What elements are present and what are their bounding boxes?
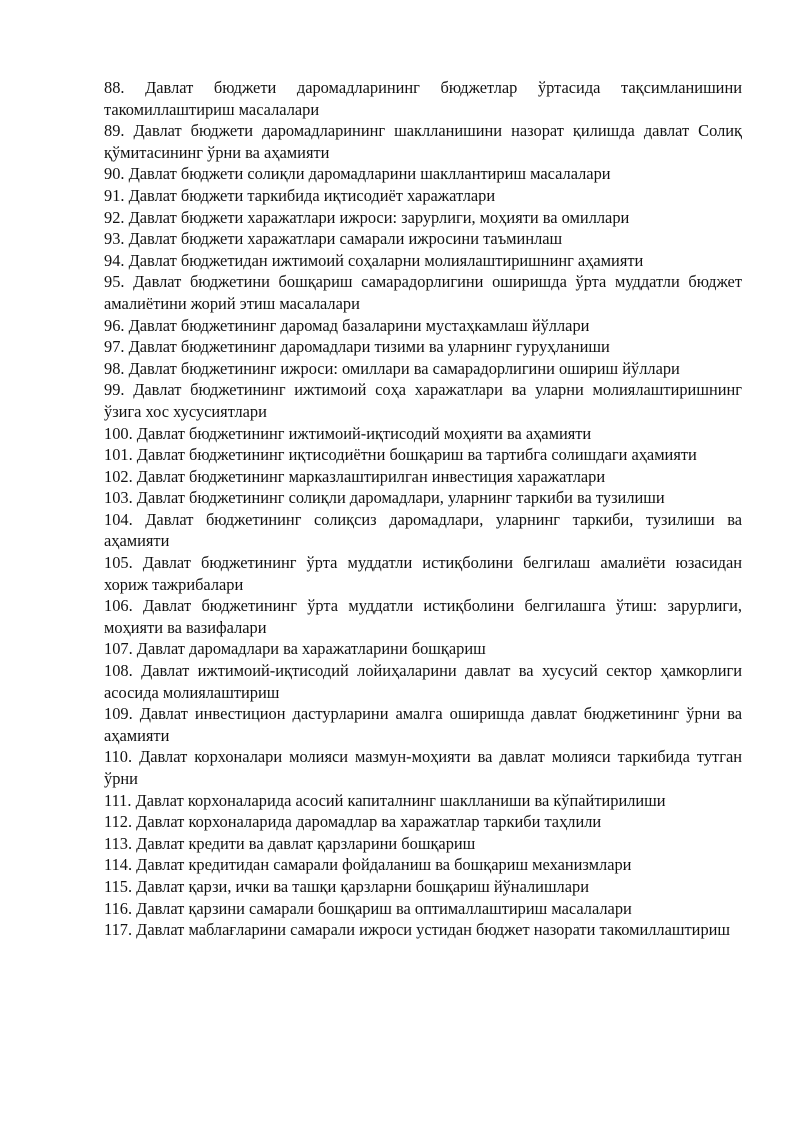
list-item: 113. Давлат кредити ва давлат қарзларини бошқариш [104, 833, 476, 853]
list-item: 102. Давлат бюджетининг марказлаштирилган инвестиция харажатлари [104, 466, 606, 486]
list-item: 108. Давлат ижтимоий-иқтисодий лойиҳаларини давлат ва хусусий сектор ҳамкорлиги асосида молиялаштириш [104, 661, 742, 702]
list-item: 117. Давлат маблағларини самарали ижроси устидан бюджет назорати такомиллаштириш [104, 920, 731, 940]
list-item: 115. Давлат қарзи, ички ва ташқи қарзларни бошқариш йўналишлари [104, 876, 589, 896]
list-item: 89. Давлат бюджети даромадларининг шаклланишини назорат қилишда давлат Солиқ қўмитасининг ўрни ва аҳамияти [104, 121, 742, 162]
list-item: 114. Давлат кредитидан самарали фойдаланиш ва бошқариш механизмлари [104, 855, 632, 875]
list-item: 112. Давлат корхоналарида даромадлар ва харажатлар таркиби таҳлили [104, 812, 602, 832]
list-item: 100. Давлат бюджетининг ижтимоий-иқтисодий моҳияти ва аҳамияти [104, 423, 592, 443]
list-item: 88. Давлат бюджети даромадларининг бюджетлар ўртасида тақсимланишини такомиллаштириш масалалари [104, 78, 742, 119]
list-item: 106. Давлат бюджетининг ўрта муддатли истиқболини белгилашга ўтиш: зарурлиги, моҳияти ва вазифалари [104, 596, 742, 637]
list-item: 95. Давлат бюджетини бошқариш самарадорлигини оширишда ўрта муддатли бюджет амалиётини жорий этиш масалалари [104, 272, 742, 313]
list-item: 111. Давлат корхоналарида асосий капиталнинг шаклланиши ва кўпайтирилиши [104, 790, 666, 810]
list-item: 94. Давлат бюджетидан ижтимоий соҳаларни молиялаштиришнинг аҳамияти [104, 250, 644, 270]
topic-list [104, 77, 742, 941]
list-item: 109. Давлат инвестицион дастурларини амалга оширишда давлат бюджетининг ўрни ва аҳамияти [104, 704, 742, 745]
list-item: 104. Давлат бюджетининг солиқсиз даромадлари, уларнинг таркиби, тузилиши ва аҳамияти [104, 509, 742, 551]
list-item: 103. Давлат бюджетининг солиқли даромадлари, уларнинг таркиби ва тузилиши [104, 488, 665, 508]
list-item: 107. Давлат даромадлари ва харажатларини бошқариш [104, 639, 486, 659]
list-item: 90. Давлат бюджети солиқли даромадларини шакллантириш масалалари [104, 164, 611, 184]
list-item: 110. Давлат корхоналари молияси мазмун-моҳияти ва давлат молияси таркибида тутган ўрни [104, 747, 742, 788]
list-item: 116. Давлат қарзини самарали бошқариш ва оптималлаштириш масалалари [104, 898, 632, 918]
list-item: 101. Давлат бюджетининг иқтисодиётни бошқариш ва тартибга солишдаги аҳамияти [104, 445, 697, 465]
list-item: 91. Давлат бюджети таркибида иқтисодиёт харажатлари [104, 185, 496, 205]
list-item: 99. Давлат бюджетининг ижтимоий соҳа харажатлари ва уларни молиялаштиришнинг ўзига хос хусусиятлари [104, 380, 742, 421]
list-item: 92. Давлат бюджети харажатлари ижроси: зарурлиги, моҳияти ва омиллари [104, 207, 630, 227]
list-item: 96. Давлат бюджетининг даромад базаларини мустаҳкамлаш йўллари [104, 315, 590, 335]
list-item: 105. Давлат бюджетининг ўрта муддатли истиқболини белгилаш амалиёти юзасидан хориж тажрибалари [104, 553, 742, 594]
list-item: 93. Давлат бюджети харажатлари самарали ижросини таъминлаш [104, 229, 563, 249]
list-item: 97. Давлат бюджетининг даромадлари тизими ва уларнинг гуруҳланиши [104, 337, 610, 357]
list-item: 98. Давлат бюджетининг ижроси: омиллари ва самарадорлигини ошириш йўллари [104, 358, 680, 378]
